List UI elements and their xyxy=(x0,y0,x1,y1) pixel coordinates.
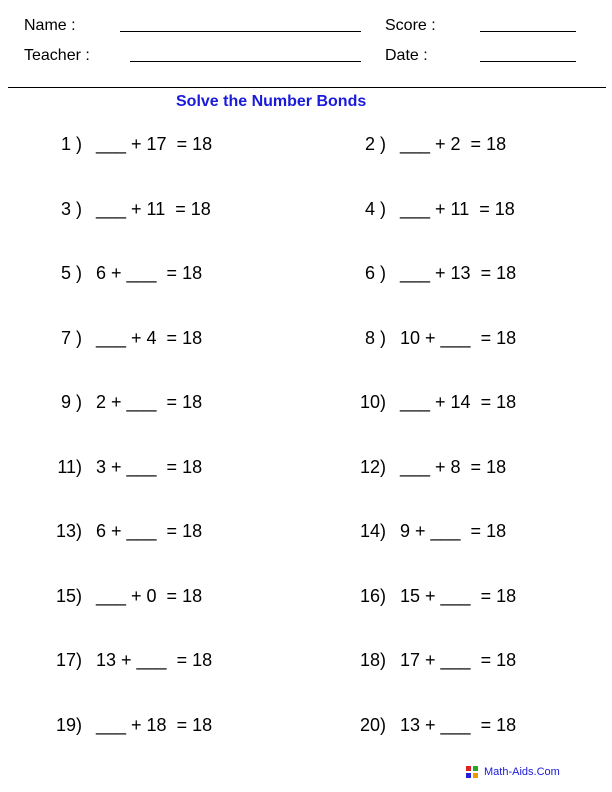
problem-expression: 13 + ___ = 18 xyxy=(400,714,517,735)
problem-number: 12) xyxy=(359,456,386,477)
problem-expression: 10 + ___ = 18 xyxy=(400,327,517,348)
problem-item xyxy=(38,134,212,155)
problem-item xyxy=(38,263,202,284)
problem-expression: ___ + 11 = 18 xyxy=(400,198,515,219)
teacher-line[interactable] xyxy=(130,61,361,62)
teacher-label: Teacher : xyxy=(24,47,90,64)
problem-number: 17) xyxy=(55,650,82,670)
header-divider xyxy=(8,87,606,88)
problem-item xyxy=(38,457,202,478)
problem-item xyxy=(342,586,516,607)
problem-expression: 17 + ___ = 18 xyxy=(400,650,517,670)
problem-item xyxy=(342,521,506,542)
problem-number: 1 ) xyxy=(60,134,82,154)
problem-number: 16) xyxy=(359,585,386,606)
problem-item xyxy=(38,521,202,542)
problem-item xyxy=(38,715,212,736)
problem-expression: ___ + 11 = 18 xyxy=(96,198,211,219)
problem-item xyxy=(38,650,212,671)
problem-item xyxy=(38,586,202,607)
problem-number: 6 ) xyxy=(364,263,386,283)
problem-number: 11) xyxy=(57,456,82,477)
problem-number: 14) xyxy=(359,521,386,541)
problem-expression: 15 + ___ = 18 xyxy=(400,585,517,606)
problem-number: 18) xyxy=(359,650,386,670)
problem-expression: ___ + 14 = 18 xyxy=(400,392,517,412)
problem-number: 15) xyxy=(55,585,82,606)
problem-expression: ___ + 8 = 18 xyxy=(400,456,507,477)
footer-site-name: Math-Aids.Com xyxy=(484,766,560,778)
problem-number: 10) xyxy=(359,392,386,412)
problem-number: 19) xyxy=(55,714,82,735)
problem-expression: 3 + ___ = 18 xyxy=(96,456,203,477)
date-line[interactable] xyxy=(480,61,576,62)
problem-item xyxy=(342,715,516,736)
problem-expression: 9 + ___ = 18 xyxy=(400,521,507,541)
problem-expression: ___ + 13 = 18 xyxy=(400,263,517,283)
problem-number: 20) xyxy=(359,714,386,735)
problem-number: 4 ) xyxy=(364,198,386,219)
problem-item xyxy=(342,263,516,284)
problem-item xyxy=(38,392,202,413)
name-label: Name : xyxy=(24,17,76,34)
problem-item xyxy=(38,328,202,349)
problem-item xyxy=(342,134,506,155)
problem-expression: 13 + ___ = 18 xyxy=(96,650,213,670)
problem-number: 8 ) xyxy=(364,327,386,348)
problem-number: 7 ) xyxy=(60,327,82,348)
problem-item xyxy=(38,199,211,220)
problem-number: 13) xyxy=(55,521,82,541)
date-label: Date : xyxy=(385,47,428,64)
problem-item xyxy=(342,328,516,349)
problem-expression: 2 + ___ = 18 xyxy=(96,392,203,412)
problem-expression: ___ + 17 = 18 xyxy=(96,134,213,154)
problem-expression: ___ + 4 = 18 xyxy=(96,327,203,348)
problem-number: 2 ) xyxy=(364,134,386,154)
score-label: Score : xyxy=(385,17,436,34)
footer-brand xyxy=(466,766,560,778)
name-line[interactable] xyxy=(120,31,361,32)
problem-number: 5 ) xyxy=(60,263,82,283)
problem-expression: ___ + 0 = 18 xyxy=(96,585,203,606)
problem-item xyxy=(342,199,515,220)
problem-expression: 6 + ___ = 18 xyxy=(96,521,203,541)
problem-item xyxy=(342,650,516,671)
problem-item xyxy=(342,392,516,413)
problem-number: 3 ) xyxy=(60,198,82,219)
problem-item xyxy=(342,457,506,478)
math-aids-logo-icon xyxy=(466,766,480,778)
problem-expression: ___ + 2 = 18 xyxy=(400,134,507,154)
score-line[interactable] xyxy=(480,31,576,32)
problem-expression: 6 + ___ = 18 xyxy=(96,263,203,283)
problem-number: 9 ) xyxy=(60,392,82,412)
problem-expression: ___ + 18 = 18 xyxy=(96,714,213,735)
worksheet-title: Solve the Number Bonds xyxy=(176,93,367,110)
